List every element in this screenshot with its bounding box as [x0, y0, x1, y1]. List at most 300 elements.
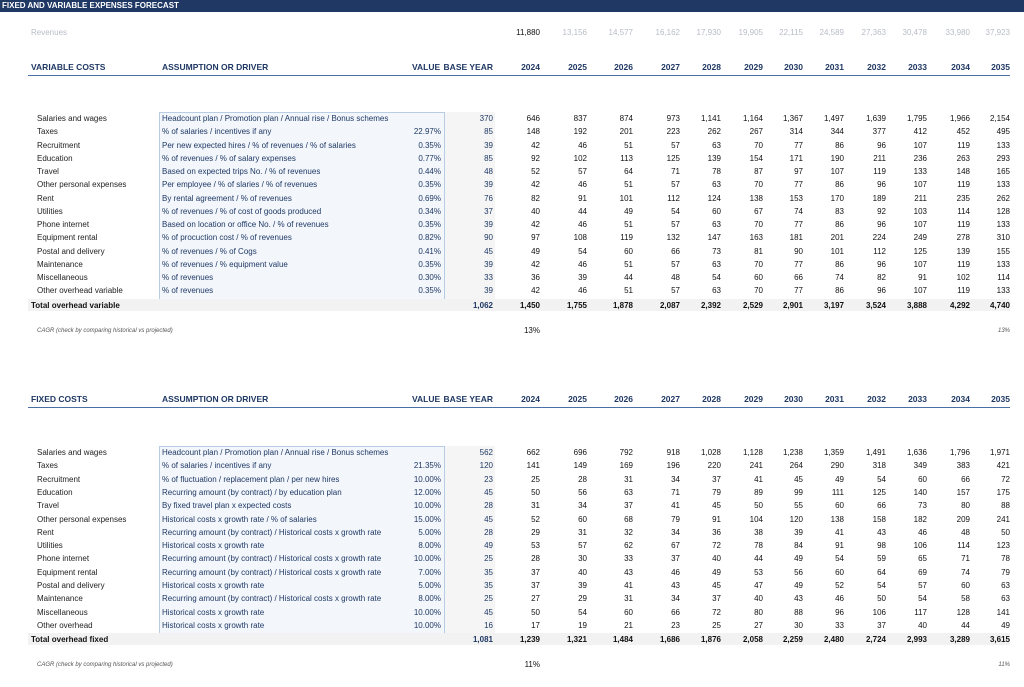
- value-cell[interactable]: 290: [830, 461, 844, 471]
- value-cell[interactable]: 181: [789, 233, 803, 243]
- value-cell[interactable]: 132: [666, 233, 680, 243]
- value-cell[interactable]: 52: [531, 167, 540, 176]
- value-cell[interactable]: 67: [754, 206, 763, 216]
- driver-cell[interactable]: Based on expected trips No. / % of revenues: [162, 167, 321, 176]
- total-cell[interactable]: 2,392: [700, 301, 721, 310]
- value-cell[interactable]: 44: [754, 554, 763, 564]
- value-cell[interactable]: 33: [835, 620, 844, 630]
- value-cell[interactable]: 57: [578, 541, 587, 551]
- pct-cell[interactable]: 10.00%: [413, 554, 441, 564]
- value-cell[interactable]: 72: [712, 541, 721, 551]
- value-cell[interactable]: 40: [754, 594, 763, 604]
- value-cell[interactable]: 133: [996, 259, 1010, 269]
- value-cell[interactable]: 69: [918, 567, 927, 577]
- value-cell[interactable]: 28: [578, 474, 587, 484]
- value-cell[interactable]: 62: [624, 541, 633, 551]
- revenue-cell[interactable]: 11,880: [516, 28, 540, 37]
- driver-cell[interactable]: Historical costs x growth rate: [162, 581, 265, 590]
- total-cell[interactable]: 3,524: [865, 301, 886, 310]
- value-cell[interactable]: 50: [531, 607, 540, 617]
- total-base-cell[interactable]: 1,081: [472, 635, 493, 644]
- value-cell[interactable]: 33: [624, 554, 633, 564]
- driver-cell[interactable]: % of revenues / % of cost of goods produced: [162, 206, 322, 216]
- value-cell[interactable]: 139: [956, 246, 970, 256]
- value-cell[interactable]: 46: [918, 527, 927, 537]
- pct-cell[interactable]: 0.69%: [418, 193, 441, 203]
- total-cell[interactable]: 3,615: [989, 635, 1010, 644]
- value-cell[interactable]: 119: [957, 180, 970, 190]
- value-cell[interactable]: 107: [913, 286, 927, 296]
- value-cell[interactable]: 38: [754, 527, 763, 537]
- pct-cell[interactable]: 0.35%: [418, 180, 441, 190]
- value-cell[interactable]: 133: [996, 220, 1010, 229]
- value-cell[interactable]: 43: [877, 527, 886, 537]
- value-cell[interactable]: 310: [996, 233, 1010, 243]
- value-cell[interactable]: 82: [877, 273, 886, 282]
- total-cell[interactable]: 3,289: [949, 635, 970, 644]
- value-cell[interactable]: 52: [835, 581, 844, 590]
- base-cell[interactable]: 45: [484, 514, 493, 524]
- value-cell[interactable]: 133: [996, 180, 1010, 190]
- base-cell[interactable]: 562: [479, 448, 493, 457]
- value-cell[interactable]: 113: [620, 153, 633, 163]
- value-cell[interactable]: 49: [712, 567, 721, 577]
- driver-cell[interactable]: By fixed travel plan x expected costs: [162, 501, 292, 511]
- value-cell[interactable]: 78: [1001, 554, 1010, 564]
- pct-cell[interactable]: 10.00%: [413, 620, 441, 630]
- value-cell[interactable]: 91: [712, 514, 721, 524]
- value-cell[interactable]: 43: [794, 594, 803, 604]
- value-cell[interactable]: 30: [794, 620, 803, 630]
- driver-cell[interactable]: By rental agreement / % of revenues: [162, 193, 292, 203]
- value-cell[interactable]: 67: [671, 541, 680, 551]
- driver-cell[interactable]: Headcount plan / Promotion plan / Annual rise / Bonus schemes: [162, 448, 389, 457]
- value-cell[interactable]: 138: [749, 193, 763, 203]
- value-cell[interactable]: 141: [526, 461, 540, 471]
- base-cell[interactable]: 45: [484, 246, 493, 256]
- driver-cell[interactable]: Per employee / % of slaries / % of revenues: [162, 180, 318, 190]
- driver-cell[interactable]: % of procuction cost / % of revenues: [162, 233, 292, 243]
- value-cell[interactable]: 82: [531, 193, 540, 203]
- value-cell[interactable]: 21: [624, 620, 633, 630]
- total-cell[interactable]: 2,993: [906, 635, 927, 644]
- value-cell[interactable]: 49: [794, 554, 803, 564]
- value-cell[interactable]: 66: [877, 501, 886, 511]
- value-cell[interactable]: 80: [961, 501, 970, 511]
- value-cell[interactable]: 140: [913, 487, 927, 497]
- value-cell[interactable]: 64: [877, 567, 886, 577]
- value-cell[interactable]: 57: [918, 581, 927, 590]
- value-cell[interactable]: 70: [754, 180, 763, 190]
- revenue-cell[interactable]: 17,930: [696, 28, 721, 37]
- value-cell[interactable]: 83: [835, 206, 844, 216]
- total-cell[interactable]: 4,292: [949, 301, 970, 310]
- value-cell[interactable]: 171: [789, 153, 803, 163]
- value-cell[interactable]: 189: [872, 193, 886, 203]
- value-cell[interactable]: 43: [624, 567, 633, 577]
- value-cell[interactable]: 50: [1001, 527, 1010, 537]
- total-cell[interactable]: 2,058: [742, 635, 763, 644]
- value-cell[interactable]: 97: [531, 233, 540, 243]
- base-cell[interactable]: 16: [484, 620, 493, 630]
- value-cell[interactable]: 111: [831, 487, 844, 497]
- value-cell[interactable]: 262: [707, 127, 721, 137]
- value-cell[interactable]: 44: [624, 273, 633, 282]
- value-cell[interactable]: 1,636: [906, 448, 927, 457]
- value-cell[interactable]: 96: [877, 259, 886, 269]
- value-cell[interactable]: 1,639: [865, 114, 886, 123]
- total-cell[interactable]: 2,724: [865, 635, 886, 644]
- value-cell[interactable]: 66: [794, 273, 803, 282]
- value-cell[interactable]: 53: [531, 541, 540, 551]
- value-cell[interactable]: 1,966: [949, 114, 970, 123]
- value-cell[interactable]: 119: [957, 220, 970, 229]
- value-cell[interactable]: 63: [712, 140, 721, 150]
- value-cell[interactable]: 112: [667, 193, 680, 203]
- value-cell[interactable]: 89: [754, 487, 763, 497]
- value-cell[interactable]: 155: [996, 246, 1010, 256]
- pct-cell[interactable]: 7.00%: [418, 567, 441, 577]
- value-cell[interactable]: 32: [624, 527, 633, 537]
- base-cell[interactable]: 45: [484, 607, 493, 617]
- value-cell[interactable]: 47: [754, 581, 763, 590]
- value-cell[interactable]: 209: [956, 514, 970, 524]
- value-cell[interactable]: 495: [996, 127, 1010, 137]
- value-cell[interactable]: 37: [712, 474, 721, 484]
- pct-cell[interactable]: 0.41%: [418, 246, 441, 256]
- value-cell[interactable]: 88: [794, 607, 803, 617]
- pct-cell[interactable]: 8.00%: [418, 594, 441, 604]
- value-cell[interactable]: 66: [671, 246, 680, 256]
- value-cell[interactable]: 54: [835, 554, 844, 564]
- value-cell[interactable]: 662: [526, 448, 540, 457]
- value-cell[interactable]: 1,028: [700, 448, 721, 457]
- value-cell[interactable]: 74: [961, 567, 970, 577]
- value-cell[interactable]: 57: [671, 220, 680, 229]
- driver-cell[interactable]: % of revenues: [162, 273, 214, 282]
- value-cell[interactable]: 37: [531, 567, 540, 577]
- revenue-cell[interactable]: 27,363: [861, 28, 886, 37]
- value-cell[interactable]: 86: [835, 286, 844, 296]
- value-cell[interactable]: 318: [872, 461, 886, 471]
- value-cell[interactable]: 31: [624, 594, 633, 604]
- pct-cell[interactable]: 0.35%: [418, 140, 441, 150]
- value-cell[interactable]: 46: [578, 286, 587, 296]
- value-cell[interactable]: 1,128: [742, 448, 763, 457]
- value-cell[interactable]: 1,141: [700, 114, 721, 123]
- value-cell[interactable]: 66: [671, 607, 680, 617]
- value-cell[interactable]: 45: [794, 474, 803, 484]
- value-cell[interactable]: 1,795: [906, 114, 927, 123]
- value-cell[interactable]: 60: [835, 567, 844, 577]
- value-cell[interactable]: 57: [671, 286, 680, 296]
- pct-cell[interactable]: 12.00%: [413, 487, 441, 497]
- value-cell[interactable]: 112: [873, 246, 886, 256]
- base-cell[interactable]: 39: [484, 286, 493, 296]
- value-cell[interactable]: 263: [956, 153, 970, 163]
- driver-cell[interactable]: Historical costs x growth rate: [162, 607, 265, 617]
- value-cell[interactable]: 220: [707, 461, 721, 471]
- driver-cell[interactable]: Recurring amount (by contract) / Historical costs x growth rate: [162, 527, 382, 537]
- value-cell[interactable]: 63: [1001, 581, 1010, 590]
- driver-cell[interactable]: Recurring amount (by contract) / Historical costs x growth rate: [162, 554, 382, 564]
- driver-cell[interactable]: Based on location or office No. / % of revenues: [162, 220, 329, 229]
- value-cell[interactable]: 264: [789, 461, 803, 471]
- value-cell[interactable]: 40: [531, 206, 540, 216]
- value-cell[interactable]: 49: [835, 474, 844, 484]
- value-cell[interactable]: 60: [835, 501, 844, 511]
- value-cell[interactable]: 79: [712, 487, 721, 497]
- value-cell[interactable]: 92: [877, 206, 886, 216]
- base-cell[interactable]: 76: [484, 193, 493, 203]
- value-cell[interactable]: 119: [873, 167, 886, 176]
- base-cell[interactable]: 45: [484, 487, 493, 497]
- value-cell[interactable]: 52: [531, 514, 540, 524]
- value-cell[interactable]: 1,497: [823, 114, 844, 123]
- value-cell[interactable]: 42: [531, 180, 540, 190]
- value-cell[interactable]: 133: [996, 140, 1010, 150]
- value-cell[interactable]: 90: [794, 246, 803, 256]
- value-cell[interactable]: 63: [1001, 594, 1010, 604]
- base-cell[interactable]: 120: [479, 461, 493, 471]
- value-cell[interactable]: 41: [754, 474, 763, 484]
- value-cell[interactable]: 224: [872, 233, 886, 243]
- pct-cell[interactable]: 10.00%: [413, 501, 441, 511]
- value-cell[interactable]: 42: [531, 259, 540, 269]
- value-cell[interactable]: 54: [877, 474, 886, 484]
- value-cell[interactable]: 148: [526, 127, 540, 137]
- value-cell[interactable]: 56: [578, 487, 587, 497]
- value-cell[interactable]: 249: [913, 233, 927, 243]
- value-cell[interactable]: 236: [913, 153, 927, 163]
- value-cell[interactable]: 40: [712, 554, 721, 564]
- revenue-cell[interactable]: 30,478: [902, 28, 927, 37]
- value-cell[interactable]: 96: [877, 286, 886, 296]
- value-cell[interactable]: 182: [913, 514, 927, 524]
- value-cell[interactable]: 223: [666, 127, 680, 137]
- value-cell[interactable]: 54: [671, 206, 680, 216]
- value-cell[interactable]: 106: [872, 607, 886, 617]
- value-cell[interactable]: 349: [913, 461, 927, 471]
- value-cell[interactable]: 163: [749, 233, 763, 243]
- value-cell[interactable]: 31: [578, 527, 587, 537]
- value-cell[interactable]: 149: [573, 461, 587, 471]
- base-cell[interactable]: 39: [484, 180, 493, 190]
- value-cell[interactable]: 201: [619, 127, 633, 137]
- value-cell[interactable]: 57: [671, 180, 680, 190]
- value-cell[interactable]: 1,367: [782, 114, 803, 123]
- value-cell[interactable]: 106: [913, 541, 927, 551]
- value-cell[interactable]: 63: [712, 286, 721, 296]
- value-cell[interactable]: 37: [624, 501, 633, 511]
- value-cell[interactable]: 98: [877, 541, 886, 551]
- value-cell[interactable]: 70: [754, 220, 763, 229]
- total-base-cell[interactable]: 1,062: [472, 301, 493, 310]
- value-cell[interactable]: 45: [712, 581, 721, 590]
- value-cell[interactable]: 59: [877, 554, 886, 564]
- value-cell[interactable]: 646: [526, 114, 540, 123]
- value-cell[interactable]: 148: [956, 167, 970, 176]
- value-cell[interactable]: 65: [918, 554, 927, 564]
- value-cell[interactable]: 874: [619, 114, 633, 123]
- value-cell[interactable]: 91: [918, 273, 927, 282]
- value-cell[interactable]: 77: [794, 140, 803, 150]
- value-cell[interactable]: 421: [996, 461, 1010, 471]
- value-cell[interactable]: 37: [877, 620, 886, 630]
- value-cell[interactable]: 54: [578, 246, 587, 256]
- value-cell[interactable]: 79: [671, 514, 680, 524]
- driver-cell[interactable]: % of salaries / incentives if any: [162, 461, 272, 471]
- total-cell[interactable]: 1,450: [519, 301, 540, 310]
- value-cell[interactable]: 78: [712, 167, 721, 176]
- value-cell[interactable]: 17: [531, 620, 540, 630]
- value-cell[interactable]: 88: [1001, 501, 1010, 511]
- value-cell[interactable]: 120: [789, 514, 803, 524]
- value-cell[interactable]: 103: [913, 206, 927, 216]
- base-cell[interactable]: 25: [484, 554, 493, 564]
- value-cell[interactable]: 54: [877, 581, 886, 590]
- value-cell[interactable]: 101: [619, 193, 633, 203]
- value-cell[interactable]: 28: [531, 554, 540, 564]
- base-cell[interactable]: 90: [484, 233, 493, 243]
- value-cell[interactable]: 792: [619, 448, 633, 457]
- value-cell[interactable]: 58: [961, 594, 970, 604]
- total-cell[interactable]: 2,259: [782, 635, 803, 644]
- value-cell[interactable]: 139: [707, 153, 721, 163]
- value-cell[interactable]: 70: [754, 140, 763, 150]
- value-cell[interactable]: 29: [578, 594, 587, 604]
- value-cell[interactable]: 46: [578, 140, 587, 150]
- value-cell[interactable]: 54: [578, 607, 587, 617]
- value-cell[interactable]: 37: [671, 554, 680, 564]
- value-cell[interactable]: 1,164: [742, 114, 763, 123]
- driver-cell[interactable]: % of revenues / % equipment value: [162, 259, 288, 269]
- value-cell[interactable]: 31: [624, 474, 633, 484]
- revenue-cell[interactable]: 33,980: [945, 28, 970, 37]
- value-cell[interactable]: 72: [1001, 474, 1010, 484]
- value-cell[interactable]: 86: [835, 140, 844, 150]
- value-cell[interactable]: 102: [573, 153, 587, 163]
- value-cell[interactable]: 918: [666, 448, 680, 457]
- value-cell[interactable]: 74: [794, 206, 803, 216]
- value-cell[interactable]: 77: [794, 180, 803, 190]
- base-cell[interactable]: 33: [484, 273, 493, 282]
- value-cell[interactable]: 158: [872, 514, 886, 524]
- value-cell[interactable]: 27: [754, 620, 763, 630]
- value-cell[interactable]: 973: [666, 114, 680, 123]
- value-cell[interactable]: 1,359: [823, 448, 844, 457]
- value-cell[interactable]: 86: [835, 220, 844, 229]
- value-cell[interactable]: 60: [712, 206, 721, 216]
- value-cell[interactable]: 117: [914, 607, 927, 617]
- value-cell[interactable]: 51: [624, 180, 633, 190]
- value-cell[interactable]: 66: [961, 474, 970, 484]
- value-cell[interactable]: 42: [531, 140, 540, 150]
- value-cell[interactable]: 46: [578, 220, 587, 229]
- value-cell[interactable]: 138: [830, 514, 844, 524]
- base-cell[interactable]: 23: [484, 474, 493, 484]
- value-cell[interactable]: 40: [578, 567, 587, 577]
- base-cell[interactable]: 49: [484, 541, 493, 551]
- value-cell[interactable]: 73: [918, 501, 927, 511]
- value-cell[interactable]: 36: [712, 527, 721, 537]
- driver-cell[interactable]: % of revenues: [162, 286, 214, 296]
- value-cell[interactable]: 147: [707, 233, 721, 243]
- pct-cell[interactable]: 15.00%: [413, 514, 441, 524]
- pct-cell[interactable]: 0.35%: [418, 259, 441, 269]
- value-cell[interactable]: 201: [830, 233, 844, 243]
- value-cell[interactable]: 102: [956, 273, 970, 282]
- value-cell[interactable]: 25: [712, 620, 721, 630]
- revenue-cell[interactable]: 19,905: [738, 28, 763, 37]
- value-cell[interactable]: 383: [956, 461, 970, 471]
- revenue-cell[interactable]: 16,162: [655, 28, 680, 37]
- value-cell[interactable]: 79: [1001, 567, 1010, 577]
- value-cell[interactable]: 70: [754, 286, 763, 296]
- value-cell[interactable]: 19: [578, 620, 587, 630]
- value-cell[interactable]: 44: [961, 620, 970, 630]
- value-cell[interactable]: 63: [624, 487, 633, 497]
- value-cell[interactable]: 60: [754, 273, 763, 282]
- value-cell[interactable]: 123: [996, 541, 1010, 551]
- value-cell[interactable]: 141: [996, 607, 1010, 617]
- value-cell[interactable]: 107: [913, 259, 927, 269]
- value-cell[interactable]: 696: [573, 448, 587, 457]
- value-cell[interactable]: 60: [624, 246, 633, 256]
- value-cell[interactable]: 170: [830, 193, 844, 203]
- value-cell[interactable]: 104: [749, 514, 763, 524]
- total-cell[interactable]: 1,878: [612, 301, 633, 310]
- value-cell[interactable]: 114: [997, 273, 1010, 282]
- base-cell[interactable]: 85: [484, 153, 493, 163]
- revenue-cell[interactable]: 37,923: [985, 28, 1010, 37]
- pct-cell[interactable]: 8.00%: [418, 541, 441, 551]
- value-cell[interactable]: 48: [671, 273, 680, 282]
- value-cell[interactable]: 96: [877, 140, 886, 150]
- value-cell[interactable]: 211: [914, 193, 927, 203]
- value-cell[interactable]: 45: [712, 501, 721, 511]
- total-cell[interactable]: 1,484: [612, 635, 633, 644]
- value-cell[interactable]: 119: [957, 286, 970, 296]
- value-cell[interactable]: 128: [956, 607, 970, 617]
- value-cell[interactable]: 71: [671, 487, 680, 497]
- pct-cell[interactable]: 0.35%: [418, 286, 441, 296]
- value-cell[interactable]: 72: [712, 607, 721, 617]
- value-cell[interactable]: 41: [835, 527, 844, 537]
- value-cell[interactable]: 44: [578, 206, 587, 216]
- value-cell[interactable]: 74: [835, 273, 844, 282]
- value-cell[interactable]: 107: [913, 180, 927, 190]
- value-cell[interactable]: 107: [913, 220, 927, 229]
- value-cell[interactable]: 40: [918, 620, 927, 630]
- value-cell[interactable]: 43: [671, 581, 680, 590]
- total-cell[interactable]: 2,480: [823, 635, 844, 644]
- total-cell[interactable]: 1,321: [566, 635, 587, 644]
- value-cell[interactable]: 39: [578, 581, 587, 590]
- base-cell[interactable]: 39: [484, 140, 493, 150]
- value-cell[interactable]: 23: [671, 620, 680, 630]
- value-cell[interactable]: 77: [794, 259, 803, 269]
- value-cell[interactable]: 71: [961, 554, 970, 564]
- value-cell[interactable]: 80: [754, 607, 763, 617]
- value-cell[interactable]: 30: [578, 554, 587, 564]
- value-cell[interactable]: 153: [789, 193, 803, 203]
- value-cell[interactable]: 39: [578, 273, 587, 282]
- value-cell[interactable]: 211: [873, 153, 886, 163]
- total-cell[interactable]: 1,876: [700, 635, 721, 644]
- value-cell[interactable]: 241: [749, 461, 763, 471]
- value-cell[interactable]: 157: [956, 487, 970, 497]
